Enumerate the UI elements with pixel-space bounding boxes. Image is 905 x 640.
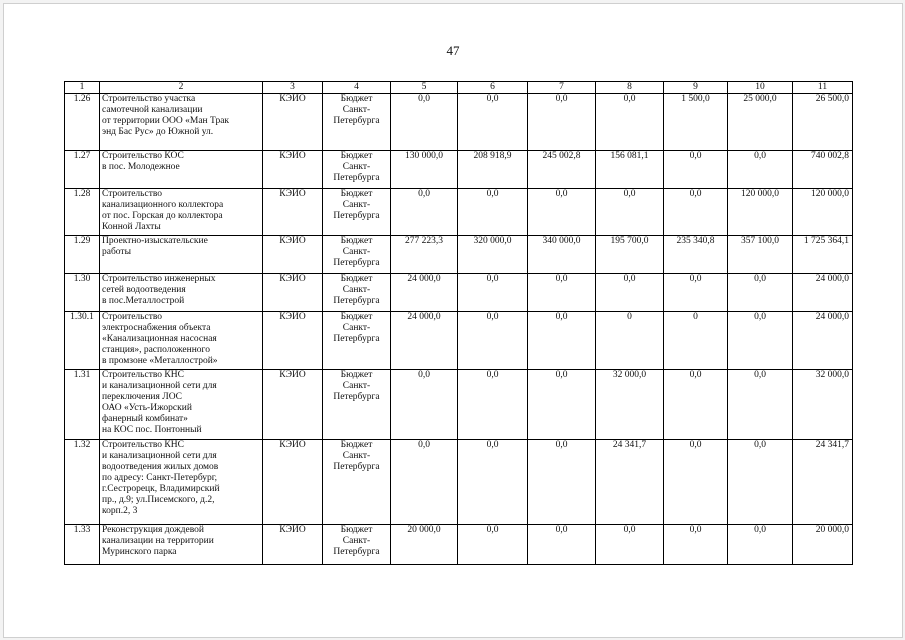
executor-cell: КЭИО — [263, 189, 323, 236]
row-number-cell: 1.28 — [65, 189, 100, 236]
year-value-cell: 130 000,0 — [391, 151, 458, 189]
project-name-cell — [100, 151, 263, 189]
project-name-line: в пос.Металлострой — [102, 296, 185, 306]
total-value-cell: 24 000,0 — [793, 312, 853, 370]
project-name-line: Строительство КНС — [102, 370, 184, 380]
total-value-cell: 32 000,0 — [793, 370, 853, 440]
project-name-line: Строительство инженерных — [102, 274, 216, 284]
project-name-line: от пос. Горская до коллектора — [102, 211, 223, 221]
project-name-line: и канализационной сети для — [102, 451, 217, 461]
funding-source-line: Санкт- — [342, 536, 371, 546]
row-number-cell: 1.33 — [65, 525, 100, 565]
executor-cell: КЭИО — [263, 236, 323, 274]
project-name-line: фанерный комбинат» — [102, 414, 188, 424]
column-header: 11 — [793, 82, 853, 94]
project-name-line: электроснабжения объекта — [102, 323, 211, 333]
row-number-cell: 1.30 — [65, 274, 100, 312]
year-value-cell: 0 — [596, 312, 664, 370]
project-name-cell — [100, 274, 263, 312]
page-number: 47 — [446, 43, 460, 58]
column-header: 7 — [528, 82, 596, 94]
funding-source-line: Бюджет — [340, 370, 373, 380]
project-name-line: энд Бас Рус» до Южной ул. — [102, 127, 214, 137]
year-value-cell: 0,0 — [664, 440, 728, 525]
year-value-cell: 0,0 — [528, 312, 596, 370]
year-value-cell: 120 000,0 — [728, 189, 793, 236]
total-value-cell: 24 000,0 — [793, 274, 853, 312]
row-number-cell: 1.27 — [65, 151, 100, 189]
year-value-cell: 0,0 — [458, 312, 528, 370]
funding-source-cell — [323, 440, 391, 525]
funding-source-line: Санкт- — [342, 451, 371, 461]
year-value-cell: 0,0 — [728, 151, 793, 189]
project-name-line: Реконструкция дождевой — [102, 525, 204, 535]
year-value-cell: 320 000,0 — [458, 236, 528, 274]
project-name-line: ОАО «Усть-Ижорский — [102, 403, 192, 413]
funding-source-line: Санкт- — [342, 162, 371, 172]
project-name-line: сетей водоотведения — [102, 285, 186, 295]
project-name-cell — [100, 312, 263, 370]
project-name-line: от территории ООО «Ман Трак — [102, 116, 230, 126]
project-name-line: в промзоне «Металлострой» — [102, 356, 218, 366]
year-value-cell: 0,0 — [728, 370, 793, 440]
executor-cell: КЭИО — [263, 94, 323, 151]
row-number-cell: 1.31 — [65, 370, 100, 440]
project-name-cell — [100, 525, 263, 565]
year-value-cell: 340 000,0 — [528, 236, 596, 274]
table-row — [65, 370, 853, 440]
project-name-line: Конной Лахты — [102, 222, 161, 232]
funding-source-cell — [323, 189, 391, 236]
funding-source-line: Петербурга — [333, 173, 380, 183]
funding-source-cell — [323, 151, 391, 189]
total-value-cell: 26 500,0 — [793, 94, 853, 151]
row-number-cell: 1.32 — [65, 440, 100, 525]
total-value-cell: 20 000,0 — [793, 525, 853, 565]
project-name-cell — [100, 189, 263, 236]
executor-cell: КЭИО — [263, 440, 323, 525]
project-name-line: Проектно-изыскательские — [102, 236, 208, 246]
year-value-cell: 0,0 — [528, 370, 596, 440]
year-value-cell: 0,0 — [458, 370, 528, 440]
year-value-cell: 0,0 — [528, 440, 596, 525]
project-name-line: переключения ЛОС — [102, 392, 183, 402]
funding-source-cell — [323, 94, 391, 151]
funding-source-line: Санкт- — [342, 105, 371, 115]
table-row — [65, 312, 853, 370]
funding-source-cell — [323, 312, 391, 370]
funding-source-line: Бюджет — [340, 440, 373, 450]
funding-source-line: Бюджет — [340, 236, 373, 246]
funding-source-line: Бюджет — [340, 525, 373, 535]
funding-source-line: Бюджет — [340, 189, 373, 199]
table-row — [65, 94, 853, 151]
project-name-line: Строительство КОС — [102, 151, 184, 161]
year-value-cell: 0,0 — [528, 525, 596, 565]
year-value-cell: 1 500,0 — [664, 94, 728, 151]
project-name-cell — [100, 440, 263, 525]
year-value-cell: 0,0 — [458, 440, 528, 525]
funding-source-line: Петербурга — [333, 211, 380, 221]
year-value-cell: 0 — [664, 312, 728, 370]
year-value-cell: 0,0 — [391, 370, 458, 440]
funding-source-line: Петербурга — [333, 296, 380, 306]
year-value-cell: 0,0 — [728, 525, 793, 565]
year-value-cell: 0,0 — [596, 525, 664, 565]
row-number-cell: 1.26 — [65, 94, 100, 151]
executor-cell: КЭИО — [263, 312, 323, 370]
funding-source-line: Бюджет — [340, 94, 373, 104]
year-value-cell: 0,0 — [528, 94, 596, 151]
column-header: 5 — [391, 82, 458, 94]
year-value-cell: 0,0 — [391, 440, 458, 525]
project-name-line: по адресу: Санкт-Петербург, — [102, 473, 218, 483]
total-value-cell: 1 725 364,1 — [793, 236, 853, 274]
year-value-cell: 156 081,1 — [596, 151, 664, 189]
table-row — [65, 525, 853, 565]
year-value-cell: 245 002,8 — [528, 151, 596, 189]
year-value-cell: 24 000,0 — [391, 274, 458, 312]
funding-source-line: Петербурга — [333, 392, 380, 402]
table-row — [65, 440, 853, 525]
year-value-cell: 0,0 — [664, 274, 728, 312]
year-value-cell: 25 000,0 — [728, 94, 793, 151]
project-name-line: работы — [102, 247, 131, 257]
project-name-cell — [100, 236, 263, 274]
year-value-cell: 0,0 — [664, 189, 728, 236]
project-name-line: г.Сестрорецк, Владимирский — [102, 484, 220, 494]
project-name-line: и канализационной сети для — [102, 381, 217, 391]
column-header: 3 — [263, 82, 323, 94]
year-value-cell: 0,0 — [728, 274, 793, 312]
table-row — [65, 236, 853, 274]
funding-source-line: Петербурга — [333, 334, 380, 344]
year-value-cell: 195 700,0 — [596, 236, 664, 274]
executor-cell: КЭИО — [263, 370, 323, 440]
project-name-line: Строительство участка — [102, 94, 196, 104]
funding-source-line: Санкт- — [342, 323, 371, 333]
project-name-line: Муринского парка — [102, 547, 177, 557]
project-name-line: станция», расположенного — [102, 345, 210, 355]
project-name-line: Строительство — [102, 189, 163, 199]
project-name-line: водоотведения жилых домов — [102, 462, 219, 472]
year-value-cell: 235 340,8 — [664, 236, 728, 274]
funding-source-line: Петербурга — [333, 547, 380, 557]
column-header: 1 — [65, 82, 100, 94]
year-value-cell: 0,0 — [664, 370, 728, 440]
project-name-line: канализации на территории — [102, 536, 214, 546]
funding-source-line: Санкт- — [342, 200, 371, 210]
funding-source-cell — [323, 274, 391, 312]
year-value-cell: 0,0 — [391, 94, 458, 151]
total-value-cell: 120 000,0 — [793, 189, 853, 236]
project-name-line: пр., д.9; ул.Писемского, д.2, — [102, 495, 215, 505]
funding-source-cell — [323, 525, 391, 565]
funding-source-line: Санкт- — [342, 285, 371, 295]
year-value-cell: 0,0 — [664, 525, 728, 565]
table-row — [65, 274, 853, 312]
year-value-cell: 32 000,0 — [596, 370, 664, 440]
row-number-cell: 1.29 — [65, 236, 100, 274]
funding-source-line: Бюджет — [340, 312, 373, 322]
project-name-line: канализационного коллектора — [102, 200, 224, 210]
funding-source-line: Бюджет — [340, 151, 373, 161]
project-name-line: на КОС пос. Понтонный — [102, 425, 202, 435]
project-name-line: Строительство — [102, 312, 163, 322]
year-value-cell: 0,0 — [596, 189, 664, 236]
year-value-cell: 0,0 — [458, 274, 528, 312]
year-value-cell: 0,0 — [664, 151, 728, 189]
year-value-cell: 0,0 — [728, 440, 793, 525]
funding-source-line: Санкт- — [342, 381, 371, 391]
column-header: 4 — [323, 82, 391, 94]
column-header: 6 — [458, 82, 528, 94]
total-value-cell: 24 341,7 — [793, 440, 853, 525]
project-name-cell — [100, 94, 263, 151]
table-row — [65, 151, 853, 189]
funding-source-cell — [323, 370, 391, 440]
year-value-cell: 0,0 — [391, 189, 458, 236]
year-value-cell: 0,0 — [458, 189, 528, 236]
funding-source-line: Бюджет — [340, 274, 373, 284]
year-value-cell: 0,0 — [596, 274, 664, 312]
year-value-cell: 0,0 — [728, 312, 793, 370]
executor-cell: КЭИО — [263, 525, 323, 565]
year-value-cell: 20 000,0 — [391, 525, 458, 565]
year-value-cell: 0,0 — [458, 94, 528, 151]
project-name-cell — [100, 370, 263, 440]
funding-source-line: Петербурга — [333, 116, 380, 126]
row-number-cell: 1.30.1 — [65, 312, 100, 370]
table-row — [65, 189, 853, 236]
total-value-cell: 740 002,8 — [793, 151, 853, 189]
executor-cell: КЭИО — [263, 274, 323, 312]
column-header: 10 — [728, 82, 793, 94]
year-value-cell: 0,0 — [528, 189, 596, 236]
funding-source-line: Санкт- — [342, 247, 371, 257]
column-header: 2 — [100, 82, 263, 94]
year-value-cell: 0,0 — [596, 94, 664, 151]
funding-source-cell — [323, 236, 391, 274]
project-name-line: самотечной канализации — [102, 105, 203, 115]
year-value-cell: 357 100,0 — [728, 236, 793, 274]
year-value-cell: 277 223,3 — [391, 236, 458, 274]
executor-cell: КЭИО — [263, 151, 323, 189]
project-name-line: Строительство КНС — [102, 440, 184, 450]
year-value-cell: 208 918,9 — [458, 151, 528, 189]
budget-table — [64, 81, 853, 565]
project-name-line: в пос. Молодежное — [102, 162, 180, 172]
year-value-cell: 24 341,7 — [596, 440, 664, 525]
column-header: 9 — [664, 82, 728, 94]
header-row — [65, 82, 853, 94]
funding-source-line: Петербурга — [333, 258, 380, 268]
project-name-line: корп.2, 3 — [102, 506, 138, 516]
project-name-line: «Канализационная насосная — [102, 334, 217, 344]
year-value-cell: 0,0 — [458, 525, 528, 565]
document-page — [3, 3, 903, 638]
funding-source-line: Петербурга — [333, 462, 380, 472]
column-header: 8 — [596, 82, 664, 94]
year-value-cell: 24 000,0 — [391, 312, 458, 370]
year-value-cell: 0,0 — [528, 274, 596, 312]
